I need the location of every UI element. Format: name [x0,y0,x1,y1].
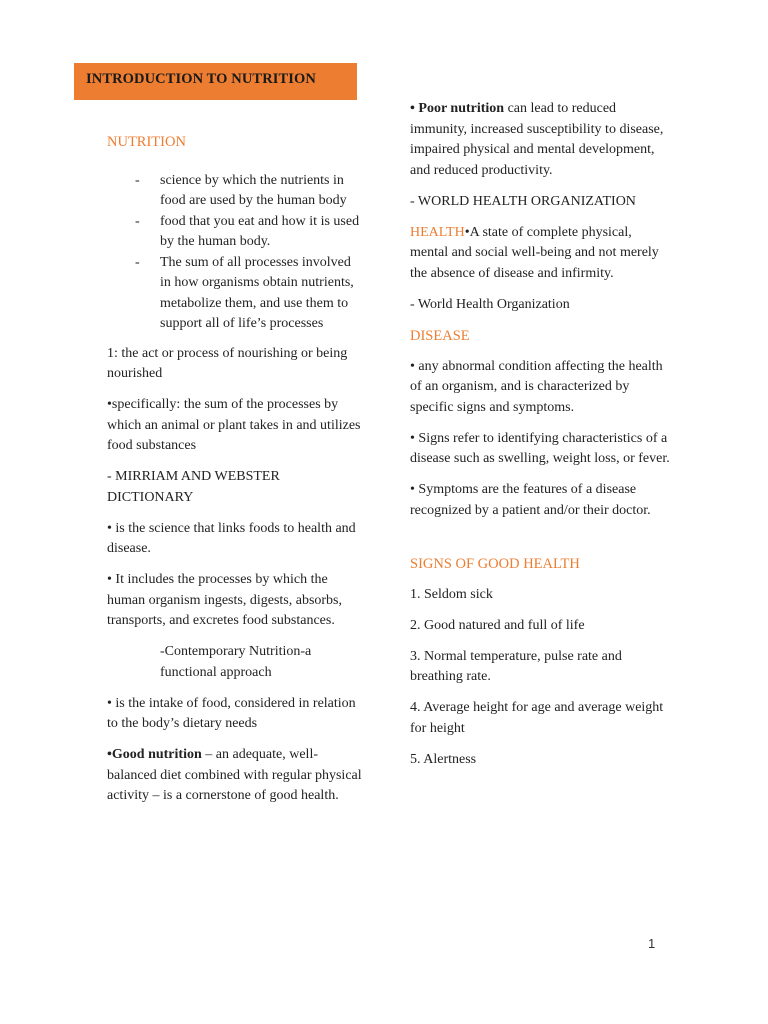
left-column [107,130,362,817]
paragraph [107,745,362,807]
source-citation: - WORLD HEALTH ORGANIZATION [410,193,636,209]
dash-bullet: - [135,254,140,270]
paragraph: • Symptoms are the features of a disease recognized by a patient and/or their doctor. [410,482,651,518]
list-item-text: food that you eat and how it is used by the human body. [160,213,360,249]
paragraph: • any abnormal condition affecting the health of an organism, and is characterized by specific signs and symptoms. [410,358,663,415]
list-item [107,212,362,253]
list-item: 4. Average height for age and average weight for height [410,700,664,736]
nutrition-definition-list [107,171,362,335]
poor-nutrition-text: can lead to reduced immunity, increased susceptibility to disease, impaired physical and mental development, and reduced productivity. [410,101,664,178]
list-item-text: science by which the nutrients in food are used by the human body [160,172,347,208]
source-citation-text: -Contemporary Nutrition-a functional approach [160,644,312,680]
list-item-text: The sum of all processes involved in how organisms obtain nutrients, metabolize them, and use them to support all of life’s processes [160,254,354,331]
paragraph: •specifically: the sum of the processes by which an animal or plant takes in and utilizes food substances [107,397,361,453]
list-item: 5. Alertness [410,751,477,767]
dash-bullet: - [135,172,140,188]
good-nutrition-term: •Good nutrition [107,747,202,762]
page-number: 1 [648,936,656,951]
paragraph: • Signs refer to identifying characteristics of a disease such as swelling, weight loss, or fever. [410,430,670,466]
paragraph [410,223,670,285]
good-nutrition-text: – an adequate, well-balanced diet combined with regular physical activity – is a cornerstone of good health. [107,747,362,803]
paragraph: • It includes the processes by which the human organism ingests, digests, absorbs, transports, and excretes food substances. [107,572,343,628]
list-item: 1. Seldom sick [410,586,493,602]
poor-nutrition-term: • Poor nutrition [410,101,505,116]
spacer [410,532,670,554]
health-definition: •A state of complete physical, mental and social well-being and not merely the absence of disease and infirmity. [410,224,659,281]
list-item [107,171,362,212]
paragraph: • is the science that links foods to health and disease. [107,520,356,556]
paragraph [410,99,670,181]
source-citation [107,642,362,683]
source-citation: - World Health Organization [410,296,570,312]
page-title: INTRODUCTION TO NUTRITION [74,63,357,100]
list-item: 3. Normal temperature, pulse rate and breathing rate. [410,648,622,684]
health-heading: HEALTH [410,224,465,240]
disease-heading: DISEASE [410,327,470,344]
list-item: 2. Good natured and full of life [410,617,585,633]
dash-bullet: - [135,213,140,229]
right-column [410,99,670,781]
paragraph: 1: the act or process of nourishing or being nourished [107,345,348,381]
list-item [107,253,362,335]
nutrition-heading: NUTRITION [107,134,186,150]
paragraph: • is the intake of food, considered in relation to the body’s dietary needs [107,695,356,731]
signs-of-good-health-heading: SIGNS OF GOOD HEALTH [410,555,580,572]
source-citation: - MIRRIAM AND WEBSTER DICTIONARY [107,469,280,505]
